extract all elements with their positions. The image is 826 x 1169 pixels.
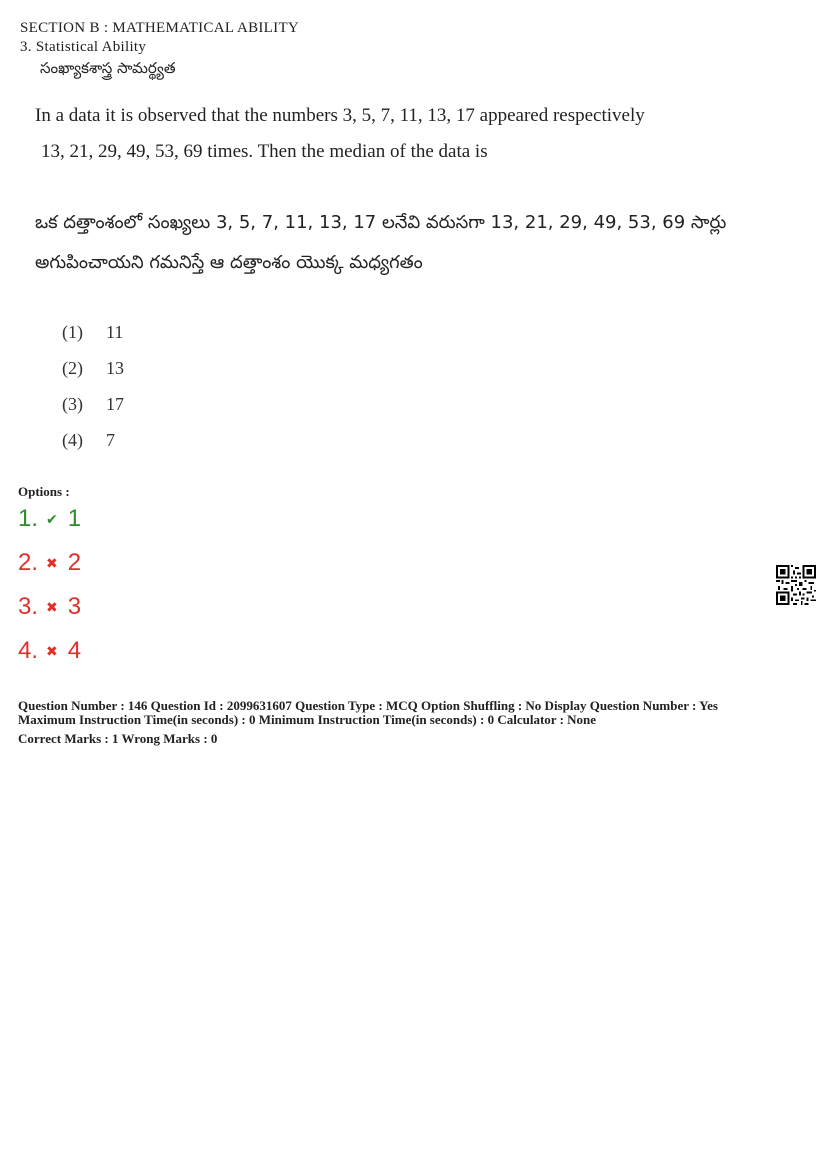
cross-icon: ✖ — [46, 642, 58, 659]
choice-value: 13 — [106, 358, 124, 378]
subject-title-te: సంఖ్యాకశాస్త్ర సామర్థ్యత — [40, 59, 176, 77]
option-value: 4 — [67, 637, 82, 664]
choice-number: (3) — [62, 394, 83, 414]
section-title: SECTION B : MATHEMATICAL ABILITY — [20, 20, 300, 36]
option-value: 1 — [67, 505, 82, 532]
cross-icon: ✖ — [46, 554, 58, 571]
option-number: 4. — [18, 637, 39, 664]
question-text-en-line1: In a data it is observed that the numbers 3, 5, 7, 11, 13, 17 appeared respectively — [35, 105, 645, 126]
question-meta-line3: Correct Marks : 1 Wrong Marks : 0 — [18, 731, 218, 746]
question-meta-line2: Maximum Instruction Time(in seconds) : 0 Minimum Instruction Time(in seconds) : 0 Calculator : None — [18, 712, 597, 727]
question-text-en-line2: 13, 21, 29, 49, 53, 69 times. Then the median of the data is — [41, 141, 488, 162]
question-text-te-line2: అగుపించాయని గమనిస్తే ఆ దత్తాంశం యొక్క మధ్యగతం — [35, 252, 423, 273]
question-meta-line1: Question Number : 146 Question Id : 2099631607 Question Type : MCQ Option Shuffling : No Display Question Number : Yes — [18, 698, 718, 713]
subject-title-en: 3. Statistical Ability — [20, 39, 147, 55]
choice-value: 7 — [106, 430, 115, 450]
option-number: 2. — [18, 549, 39, 576]
choice-1 — [62, 322, 123, 343]
question-text-te-line1: ఒక దత్తాంశంలో సంఖ్యలు 3, 5, 7, 11, 13, 17 లనేవి వరుసగా 13, 21, 29, 49, 53, 69 సార్లు — [35, 212, 727, 233]
choice-4 — [62, 430, 115, 451]
option-4 — [18, 637, 81, 665]
option-number: 1. — [18, 505, 39, 532]
option-value: 2 — [67, 549, 82, 576]
option-1 — [18, 505, 81, 533]
choice-number: (2) — [62, 358, 83, 378]
choice-number: (4) — [62, 430, 83, 450]
choice-value: 17 — [106, 394, 124, 414]
choice-3 — [62, 394, 124, 415]
choice-value: 11 — [106, 322, 124, 342]
choice-2 — [62, 358, 124, 379]
option-3 — [18, 593, 81, 621]
option-2 — [18, 549, 81, 577]
option-value: 3 — [67, 593, 82, 620]
options-label: Options : — [18, 484, 70, 499]
choice-number: (1) — [62, 322, 83, 342]
check-icon: ✔ — [46, 510, 58, 527]
qr-code-icon — [776, 565, 816, 605]
cross-icon: ✖ — [46, 598, 58, 615]
option-number: 3. — [18, 593, 39, 620]
